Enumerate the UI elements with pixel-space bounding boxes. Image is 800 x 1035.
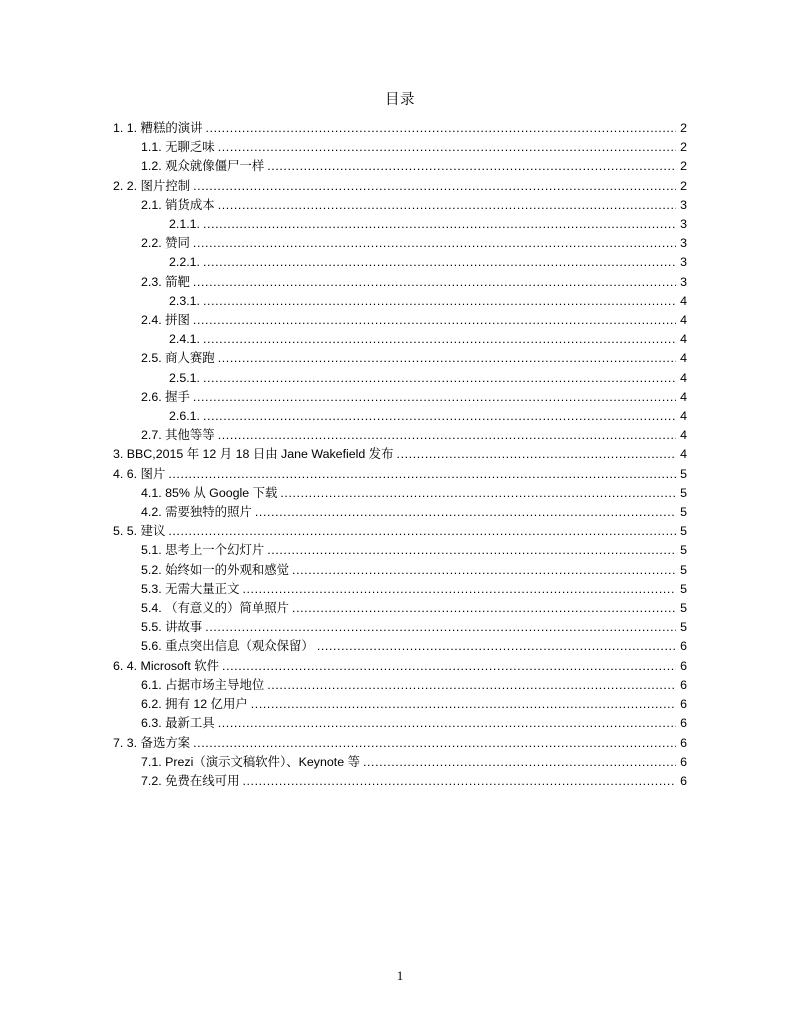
- toc-entry[interactable]: [141, 196, 687, 215]
- toc-entry-label: 3. BBC,2015 年 12 月 18 日由 Jane Wakefield 发布: [113, 447, 394, 462]
- toc-entry-page-number: 3: [680, 217, 687, 232]
- toc-container: [113, 88, 687, 791]
- toc-entry[interactable]: [113, 445, 687, 464]
- toc-leader-dots: [203, 297, 676, 310]
- toc-leader-dots: [222, 662, 676, 675]
- toc-entry-label: 2.6. 握手: [141, 389, 190, 404]
- toc-entry-page-number: 6: [680, 639, 687, 654]
- toc-entry-page-number: 3: [680, 197, 687, 212]
- toc-leader-dots: [193, 393, 676, 406]
- toc-entry-label: 2.7. 其他等等: [141, 428, 215, 443]
- toc-entry-page-number: 4: [680, 293, 687, 308]
- toc-entry[interactable]: [141, 599, 687, 618]
- toc-entry-label: 4.2. 需要独特的照片: [141, 505, 252, 520]
- toc-entry[interactable]: [141, 273, 687, 292]
- toc-entry-label: 6.1. 占据市场主导地位: [141, 677, 265, 692]
- toc-leader-dots: [218, 431, 676, 444]
- toc-entry-label: 2.6.1.: [169, 409, 201, 424]
- toc-leader-dots: [203, 259, 676, 272]
- toc-entry[interactable]: [141, 676, 687, 695]
- toc-entry[interactable]: [141, 772, 687, 791]
- toc-entry-page-number: 5: [680, 581, 687, 596]
- toc-entry-page-number: 5: [680, 505, 687, 520]
- toc-leader-dots: [203, 335, 676, 348]
- toc-entry[interactable]: [141, 637, 687, 656]
- toc-leader-dots: [251, 700, 676, 713]
- toc-entry-label: 7.2. 免费在线可用: [141, 773, 240, 788]
- toc-leader-dots: [193, 316, 676, 329]
- toc-entry[interactable]: [141, 388, 687, 407]
- toc-entry-label: 5.5. 讲故事: [141, 620, 203, 635]
- toc-entry[interactable]: [141, 349, 687, 368]
- toc-leader-dots: [218, 355, 676, 368]
- toc-entry[interactable]: [141, 503, 687, 522]
- toc-entry-page-number: 2: [680, 159, 687, 174]
- toc-heading: 目录: [385, 92, 415, 108]
- toc-entry-page-number: 5: [680, 543, 687, 558]
- toc-entry-page-number: 4: [680, 389, 687, 404]
- toc-entry-label: 2.1.1.: [169, 217, 201, 232]
- toc-entry[interactable]: [141, 618, 687, 637]
- toc-entry[interactable]: [141, 311, 687, 330]
- toc-entry-label: 5.6. 重点突出信息（观众保留）: [141, 639, 314, 654]
- toc-leader-dots: [267, 163, 676, 176]
- toc-entry-page-number: 4: [680, 428, 687, 443]
- toc-entry-page-number: 6: [680, 735, 687, 750]
- toc-entry-page-number: 6: [680, 677, 687, 692]
- toc-entry[interactable]: [141, 138, 687, 157]
- toc-entry-label: 2.3. 箭靶: [141, 274, 190, 289]
- toc-entry-page-number: 5: [680, 620, 687, 635]
- toc-leader-dots: [317, 643, 676, 656]
- toc-leader-dots: [267, 681, 676, 694]
- toc-entry-label: 2.1. 销货成本: [141, 197, 215, 212]
- toc-entry[interactable]: [169, 253, 687, 272]
- toc-leader-dots: [168, 527, 676, 540]
- toc-entry[interactable]: [141, 234, 687, 253]
- toc-entry-page-number: 5: [680, 485, 687, 500]
- toc-entry-page-number: 5: [680, 466, 687, 481]
- toc-entry-page-number: 4: [680, 313, 687, 328]
- toc-entry-page-number: 6: [680, 754, 687, 769]
- toc-entry[interactable]: [141, 753, 687, 772]
- toc-entry[interactable]: [141, 484, 687, 503]
- toc-leader-dots: [292, 604, 676, 617]
- toc-entry[interactable]: [113, 177, 687, 196]
- toc-entry-page-number: 3: [680, 236, 687, 251]
- toc-entry-label: 2.5.1.: [169, 370, 201, 385]
- toc-entry-page-number: 2: [680, 140, 687, 155]
- toc-entry[interactable]: [169, 330, 687, 349]
- toc-leader-dots: [193, 278, 676, 291]
- toc-leader-dots: [168, 470, 676, 483]
- toc-entry[interactable]: [141, 157, 687, 176]
- toc-leader-dots: [193, 182, 676, 195]
- toc-entry-page-number: 6: [680, 773, 687, 788]
- toc-entry-page-number: 2: [680, 178, 687, 193]
- toc-leader-dots: [206, 124, 676, 137]
- toc-leader-dots: [203, 220, 676, 233]
- toc-entry-label: 1.1. 无聊乏味: [141, 140, 215, 155]
- toc-entry-label: 5.1. 思考上一个幻灯片: [141, 543, 265, 558]
- toc-entry-label: 2.2. 赞同: [141, 236, 190, 251]
- toc-entry[interactable]: [169, 407, 687, 426]
- toc-entry-page-number: 3: [680, 274, 687, 289]
- toc-leader-dots: [205, 623, 676, 636]
- toc-leader-dots: [363, 758, 676, 771]
- toc-entry-page-number: 6: [680, 658, 687, 673]
- toc-entry-page-number: 3: [680, 255, 687, 270]
- toc-entry-label: 4.1. 85% 从 Google 下载: [141, 485, 278, 500]
- toc-entry[interactable]: [169, 369, 687, 388]
- page-number-footer: 1: [396, 968, 404, 983]
- toc-entry-page-number: 5: [680, 562, 687, 577]
- toc-entry-label: 7. 3. 备选方案: [113, 735, 191, 750]
- toc-entry[interactable]: [141, 714, 687, 733]
- toc-entry-page-number: 5: [680, 524, 687, 539]
- toc-entry[interactable]: [113, 657, 687, 676]
- toc-entry[interactable]: [141, 426, 687, 445]
- toc-entry[interactable]: [113, 734, 687, 753]
- toc-entry-page-number: 5: [680, 601, 687, 616]
- toc-leader-dots: [242, 777, 676, 790]
- toc-entry-page-number: 6: [680, 697, 687, 712]
- toc-leader-dots: [292, 566, 676, 579]
- toc-leader-dots: [218, 143, 676, 156]
- toc-entry-label: 1.2. 观众就像僵尸一样: [141, 159, 265, 174]
- toc-entry[interactable]: [141, 580, 687, 599]
- toc-leader-dots: [218, 720, 676, 733]
- toc-entry[interactable]: [169, 215, 687, 234]
- toc-leader-dots: [255, 508, 676, 521]
- toc-leader-dots: [218, 201, 676, 214]
- toc-entry-label: 6.2. 拥有 12 亿用户: [141, 697, 248, 712]
- toc-entry-label: 7.1. Prezi（演示文稿软件）、Keynote 等: [141, 754, 360, 769]
- toc-entry-label: 5.4. （有意义的）简单照片: [141, 601, 290, 616]
- toc-leader-dots: [242, 585, 676, 598]
- toc-entry[interactable]: [141, 561, 687, 580]
- toc-entry-label: 6.3. 最新工具: [141, 716, 215, 731]
- toc-entry[interactable]: [113, 119, 687, 138]
- toc-entry-page-number: 4: [680, 447, 687, 462]
- toc-entry-label: 2. 2. 图片控制: [113, 178, 191, 193]
- toc-entry[interactable]: [113, 522, 687, 541]
- toc-entry[interactable]: [141, 695, 687, 714]
- toc-leader-dots: [203, 412, 676, 425]
- toc-entry-page-number: 6: [680, 716, 687, 731]
- toc-entry-page-number: 2: [680, 121, 687, 135]
- toc-leader-dots: [193, 239, 676, 252]
- toc-entry[interactable]: [113, 465, 687, 484]
- toc-entry[interactable]: [169, 292, 687, 311]
- toc-entry[interactable]: [141, 541, 687, 560]
- toc-entry-label: 2.2.1.: [169, 255, 201, 270]
- toc-entry-label: 6. 4. Microsoft 软件: [113, 658, 220, 673]
- toc-entry-label: 4. 6. 图片: [113, 466, 166, 481]
- toc-entry-page-number: 4: [680, 370, 687, 385]
- toc-entry-label: 2.5. 商人赛跑: [141, 351, 215, 366]
- toc-entry-page-number: 4: [680, 351, 687, 366]
- toc-entry-label: 2.4.1.: [169, 332, 201, 347]
- toc-leader-dots: [267, 547, 676, 560]
- toc-list: [113, 119, 687, 791]
- toc-entry-label: 5.3. 无需大量正文: [141, 581, 240, 596]
- toc-leader-dots: [193, 739, 676, 752]
- toc-entry-label: 2.4. 拼图: [141, 313, 190, 328]
- toc-entry-label: 2.3.1.: [169, 293, 201, 308]
- toc-entry-page-number: 4: [680, 332, 687, 347]
- toc-leader-dots: [280, 489, 676, 502]
- toc-entry-label: 1. 1. 糟糕的演讲: [113, 121, 203, 135]
- toc-entry-page-number: 4: [680, 409, 687, 424]
- toc-entry-label: 5.2. 始终如一的外观和感觉: [141, 562, 290, 577]
- toc-leader-dots: [203, 374, 676, 387]
- toc-leader-dots: [397, 451, 676, 464]
- toc-entry-label: 5. 5. 建议: [113, 524, 166, 539]
